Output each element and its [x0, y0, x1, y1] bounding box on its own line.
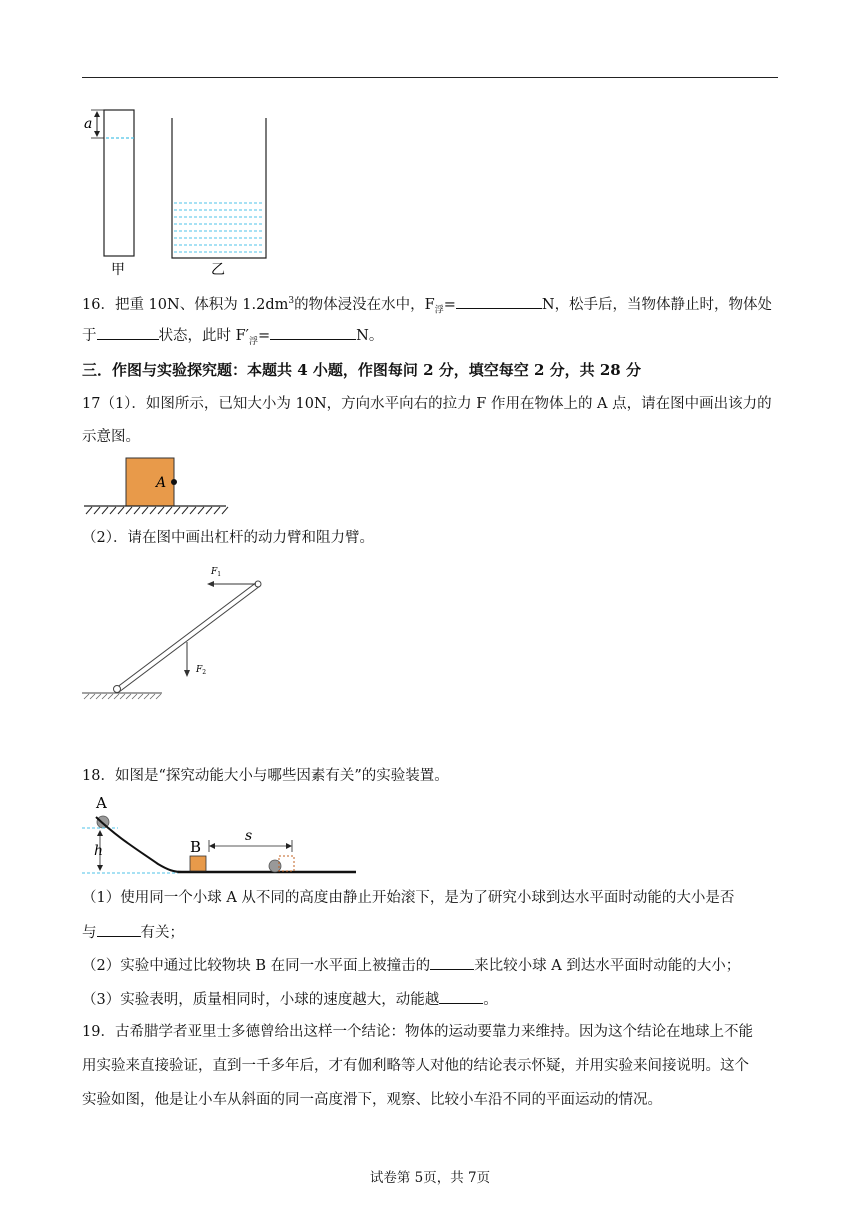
ramp	[96, 817, 182, 872]
label-h: h	[94, 843, 104, 859]
container-yi-water	[174, 203, 264, 252]
block-B-end	[279, 856, 294, 871]
block-B	[190, 856, 206, 871]
q19-line2: 用实验来直接验证，直到一千多年后，才有伽利略等人对他的结论表示怀疑，并用实验来间接说明。这个	[82, 1058, 749, 1074]
label-a: a	[84, 116, 93, 132]
container-yi	[172, 118, 266, 258]
section-3-heading: 三．作图与实验探究题：本题共 4 小题，作图每问 2 分，填空每空 2 分，共 28 分	[82, 361, 641, 379]
figure-block-on-ground	[80, 454, 240, 516]
q16-blank-buoyancy2[interactable]	[270, 325, 356, 340]
q18-p1-line2: 与 有关；	[82, 922, 184, 943]
q19-line1: 19．古希腊学者亚里士多德曾给出这样一个结论：物体的运动要靠力来维持。因为这个结论在地球上不能	[82, 1024, 753, 1040]
q17-line2: 示意图。	[82, 429, 140, 445]
header-rule	[82, 77, 778, 78]
q16-line2: 于 状态，此时 $F'_浮= N$。	[82, 325, 383, 352]
q17-line1: 17（1）．如图所示，已知大小为 10N，方向水平向右的拉力 F 作用在物体上的 A 点，请在图中画出该力的	[82, 396, 772, 412]
tube-jia	[104, 110, 134, 256]
ground-hatching	[86, 507, 228, 514]
label-B: B	[190, 838, 202, 856]
q16-blank-state[interactable]	[97, 325, 159, 340]
fulcrum	[114, 686, 121, 693]
q18-p1-line1: （1）使用同一个小球 A 从不同的高度由静止开始滚下，是为了研究小球到达水平面时动能的大小是否	[82, 890, 735, 906]
q18-p3: （3）实验表明，质量相同时，小球的速度越大，动能越 。	[82, 989, 498, 1010]
point-A-dot	[171, 479, 177, 485]
label-yi: 乙	[211, 262, 225, 278]
lever-edge-2	[119, 586, 260, 692]
label-s: s	[245, 828, 253, 844]
q18-blank-2[interactable]	[430, 955, 474, 970]
q17-part2: （2）．请在图中画出杠杆的动力臂和阻力臂。	[82, 530, 374, 546]
label-A: A	[156, 475, 167, 491]
lever-ground-hatching	[84, 694, 161, 699]
figure-jia-yi	[78, 100, 278, 280]
block	[126, 458, 174, 506]
q18-intro: 18．如图是“探究动能大小与哪些因素有关”的实验装置。	[82, 768, 449, 784]
q18-blank-1[interactable]	[97, 922, 141, 937]
figure-lever	[80, 556, 280, 706]
figure-kinetic-energy	[78, 790, 368, 880]
q16-blank-buoyancy[interactable]	[456, 294, 542, 309]
q18-blank-3[interactable]	[439, 989, 483, 1004]
q16-line1: 16．把重 10N、体积为 $1.2dm^3$的物体浸没在水中，$F_浮= N$，松手后，当物体静止时，物体处	[82, 291, 772, 321]
label-F1: $F_1$	[211, 567, 222, 578]
label-F2: $F_2$	[196, 665, 207, 676]
q18-p2: （2）实验中通过比较物块 B 在同一水平面上被撞击的 来比较小球 A 到达水平面时动能的大小；	[82, 955, 740, 976]
label-jia: 甲	[111, 262, 125, 278]
page-footer: 试卷第 5页，共 7页	[369, 1170, 491, 1186]
q19-line3: 实验如图，他是让小车从斜面的同一高度滑下，观察、比较小车沿不同的平面运动的情况。	[82, 1092, 662, 1108]
label-ball-A: A	[96, 794, 107, 812]
